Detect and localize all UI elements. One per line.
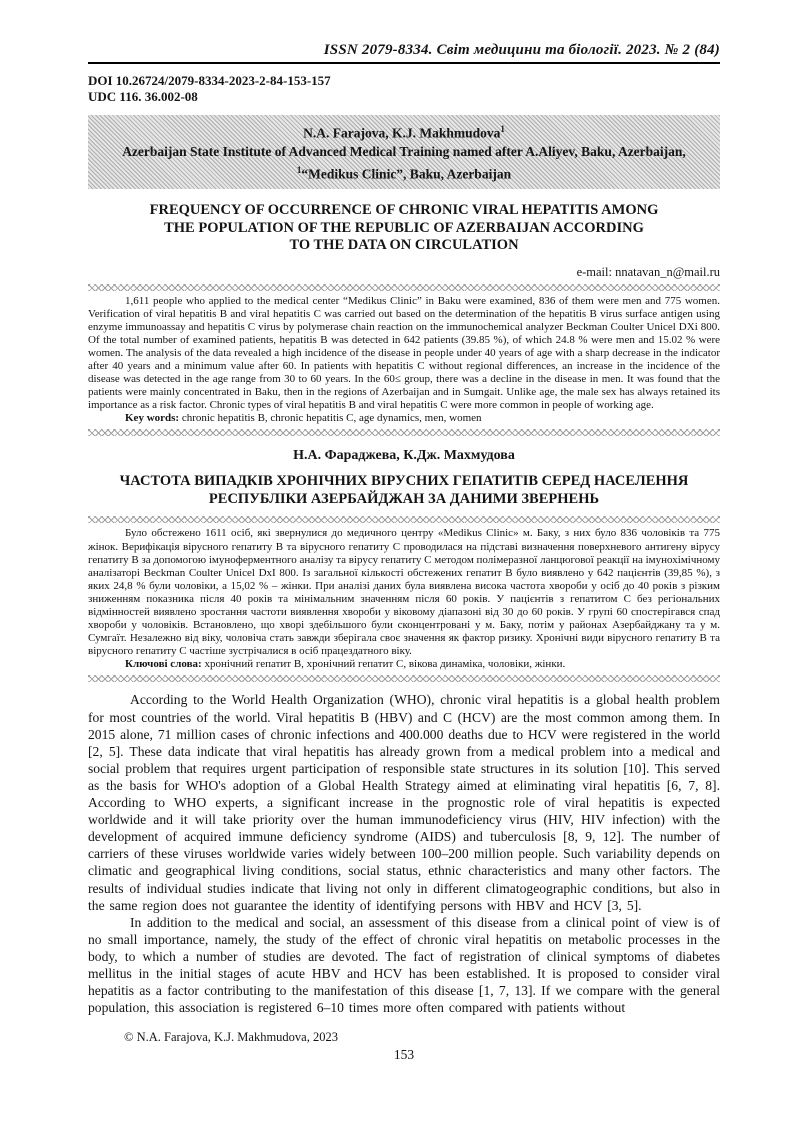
title-uk-line-1: ЧАСТОТА ВИПАДКІВ ХРОНІЧНИХ ВІРУСНИХ ГЕПАТИТІВ СЕРЕД НАСЕЛЕННЯ bbox=[119, 473, 689, 490]
body-paragraph-2: In addition to the medical and social, an assessment of this disease from a clinical point of view is of no small importance, namely, the study of the effect of chronic viral hepatitis on metabolic processes in the body, to which a number of studies are devoted. The fact of registration of clinical symptoms of diabetes mellitus in the initial stages of acute HBV and HCV has been established. It is proposed to consider viral hepatitis as a factor contributing to the manifestation of this disease [1, 7, 13]. If we compare with the general population, this association is registered 6–10 times more often compared with patients without bbox=[88, 914, 720, 1016]
abstract-en bbox=[88, 295, 720, 426]
keywords-en bbox=[88, 412, 720, 425]
title-en-line-2: THE POPULATION OF THE REPUBLIC OF AZERBAIJAN ACCORDING bbox=[164, 219, 644, 236]
title-uk-line-2: РЕСПУБЛІКИ АЗЕРБАЙДЖАН ЗА ДАНИМИ ЗВЕРНЕНЬ bbox=[208, 491, 600, 508]
title-en-line-3: TO THE DATA ON CIRCULATION bbox=[289, 237, 519, 253]
keywords-uk bbox=[88, 658, 720, 671]
body-paragraph-1: According to the World Health Organization (WHO), chronic viral hepatitis is a global health problem for most countries of the world. Viral hepatitis B (HBV) and C (HCV) are the most common among them. In 2015 alone, 71 million cases of chronic infections and 400.000 deaths due to HCV were registered in the world [2, 5]. These data indicate that viral hepatitis has already grown from a medical problem into a medical and social problem that requires urgent participation of responsible state structures in its solution [10]. This served as the basis for WHO's adoption of a Global Health Strategy aimed at eliminating viral hepatitis [6, 7, 8]. According to WHO experts, a significant increase in the prognostic role of viral hepatitis is expected worldwide and it will take priority over the human immunodeficiency virus (HIV, HIV infection) with the development of acquired immune deficiency syndrome (AIDS) and tuberculosis [8, 9, 12]. The number of carriers of these viruses worldwide varies widely between 100–200 million people. Such variability depends on climatic and geographical living conditions, social status, ethnic characteristics and many other factors. The results of individual studies indicate that living not only in different climatogeographic conditions, but also in the same region does not guarantee the identity of identifying persons with HBV and HCV [3, 5]. bbox=[88, 692, 720, 913]
journal-issn-header: ISSN 2079-8334. Світ медицини та біології. 2023. № 2 (84) bbox=[88, 42, 720, 64]
udc-line: UDC 116. 36.002-08 bbox=[88, 89, 198, 104]
zigzag-separator bbox=[88, 516, 720, 523]
keywords-en-label: Key words: bbox=[125, 412, 180, 425]
authors-affiliation-block bbox=[88, 115, 720, 189]
zigzag-separator bbox=[88, 675, 720, 682]
article-body bbox=[88, 691, 720, 1016]
identifier-block bbox=[88, 73, 720, 105]
abstract-en-text: 1,611 people who applied to the medical center “Medikus Clinic” in Baku were examined, 836 of them were men and 775 women. Verification of viral hepatitis B and viral hepatitis C was carried out based on the determination of the hepatitis B virus surface antigen using enzyme immunoassay and hepatitis C virus by polymerase chain reaction on the immunochemical analyzer Beckman Coulter Unicel DXi 800. Of the total number of examined patients, hepatitis B was detected in 642 patients (39.85 %), of which 24.8 % were men and 15.02 % were women. The analysis of the data revealed a high incidence of the disease in people under 40 years of age with a sharp decrease in the indicator after 40 years and a minimum value after 60. In patients with hepatitis C without regional differences, an increase in the incidence of the disease was detected in the age range from 30 to 60 years. In the 60≤ group, there was a decline in the disease in men. It was found that the patients were mainly concentrated in Baku, then in the regions of Azerbaijan and in Sumgait. Unlike age, the male sex has always retained its importance as a risk factor. Chronic types of viral hepatitis B and viral hepatitis C were more common in people of working age. bbox=[88, 294, 720, 412]
article-title-en bbox=[88, 202, 720, 255]
keywords-uk-label: Ключові слова: bbox=[125, 658, 202, 671]
page-footer bbox=[88, 1030, 720, 1063]
copyright-line: © N.A. Farajova, K.J. Makhmudova, 2023 bbox=[124, 1030, 338, 1045]
doi-line: DOI 10.26724/2079-8334-2023-2-84-153-157 bbox=[88, 73, 331, 88]
affiliation-line-2: $^1$“Medikus Clinic”, Baku, Azerbaijan bbox=[296, 164, 512, 181]
affiliation-marker: 1 bbox=[296, 164, 302, 175]
contact-email: e-mail: nnatavan_n@mail.ru bbox=[576, 264, 720, 279]
zigzag-separator bbox=[88, 284, 720, 291]
title-en-line-1: FREQUENCY OF OCCURRENCE OF CHRONIC VIRAL HEPATITIS AMONG bbox=[149, 202, 659, 218]
author-names: N.A. Farajova, K.J. Makhmudova$^1$ bbox=[303, 124, 505, 141]
author-affiliation-marker: 1 bbox=[500, 124, 505, 134]
abstract-uk-text: Було обстежено 1611 осіб, які звернулися до медичного центру «Medikus Clinic» м. Баку, з них було 836 чоловіків та 775 жінок. Верифікація вірусного гепатиту В та вірусного гепатиту С проводилася на підставі визначення поверхневого антигену вірусу гепатиту В за допомогою імуноферментного аналізу та вірусу гепатиту С методом полімеразної ланцюгової реакції на імунохімічному аналізаторі Beckman Coulter Unicel DxI 800. Із загальної кількості обстежених гепатит В було виявлено у 642 пацієнтів (39,85 %), з яких 24,8 % були чоловіки, а 15,02 % – жінки. При аналізі даних була виявлена висока частота хвороби у осіб до 40 років з різким зниженням показника після 40 років та мінімальним значенням після 60 років. У пацієнтів з гепатитом С без регіональних відмінностей виявлено зростання частоти виявлення хвороби у віковому діапазоні від 30 до 60 років. У групі 60 спостерігався спад хвороби у чоловіків. Встановлено, що хворі здебільшого були сконцентровані у м. Баку, потім у районах Азербайджану та у м. Сумгаїт. Незалежно від віку, чоловіча стать завжди зберігала своє значення як фактор ризику. Хронічні види вірусного гепатиту В та вірусного гепатиту С частіше зустрічалися в осіб працездатного віку. bbox=[88, 527, 721, 658]
page-number: 153 bbox=[393, 1047, 415, 1063]
affiliation-line-1: Azerbaijan State Institute of Advanced Medical Training named after A.Aliyev, Baku, Azerbaijan, bbox=[122, 143, 686, 159]
keywords-uk-list: хронічний гепатит В, хронічний гепатит С, вікова динаміка, чоловіки, жінки. bbox=[201, 658, 566, 671]
abstract-uk bbox=[88, 527, 720, 671]
author-names-uk: Н.А. Фараджева, К.Дж. Махмудова bbox=[293, 448, 515, 464]
zigzag-separator bbox=[88, 429, 720, 436]
keywords-en-list: chronic hepatitis B, chronic hepatitis C, age dynamics, men, women bbox=[179, 412, 482, 425]
article-title-uk bbox=[88, 472, 720, 508]
